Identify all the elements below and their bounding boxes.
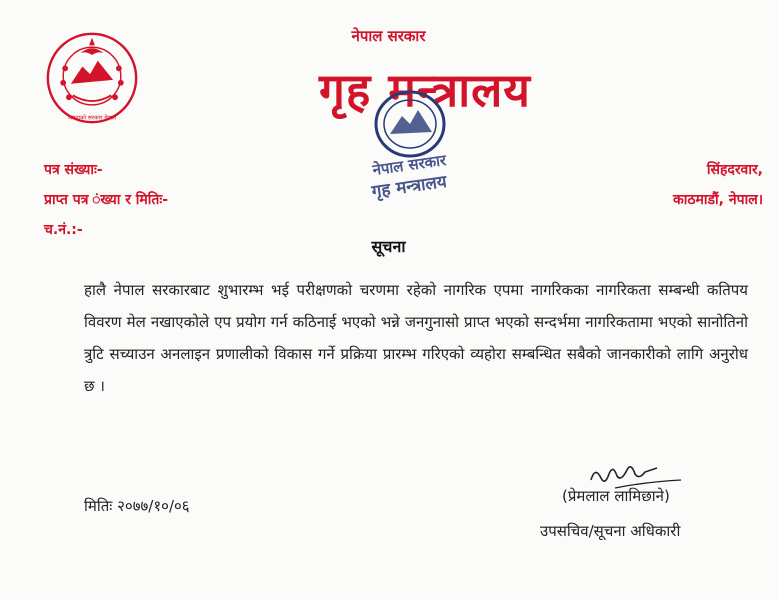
address-line-2: काठमाडौं, नेपाल। bbox=[673, 192, 763, 208]
government-name: नेपाल सरकार bbox=[351, 27, 426, 45]
address-line-1: सिंहदरवार, bbox=[706, 162, 763, 178]
notice-body: हालै नेपाल सरकारबाट शुभारम्भ भई परीक्षणको चरणमा रहेको नागरिक एपमा नागरिकका नागरिकता सम्बन्धी कतिपय विवरण मेल नखाएकोले एप प्रयोग गर्न कठिनाई भएको भन्ने जनगुनासो प्राप्त भएको सन्दर्भमा नागरिकतामा भएको सानोतिनो त्रुटि सच्याउन अनलाइन प्रणालीको विकास गर्ने प्रक्रिया प्रारम्भ गरिएको व्यहोरा सम्बन्धित सबैको जानकारीको लागि अनुरोध छ । bbox=[84, 281, 748, 395]
signer-name: (प्रेमलाल लामिछाने) bbox=[562, 487, 670, 505]
stamp-text-bottom: गृह मन्त्रालय bbox=[370, 171, 449, 203]
notice-date: मितिः २०७७/१०/०६ bbox=[84, 497, 190, 515]
emblem-motto: जनताको सरकार नेपाल bbox=[67, 115, 117, 122]
notice-title: सूचना bbox=[371, 237, 406, 256]
stamp-text-top: नेपाल सरकार bbox=[371, 150, 448, 180]
signer-designation: उपसचिव/सूचना अधिकारी bbox=[540, 522, 681, 540]
received-letter-label: प्राप्त पत्र ंख्या र मितिः- bbox=[44, 192, 169, 208]
letter-number-label: पत्र संख्याः- bbox=[44, 162, 103, 178]
ministry-title: गृह मन्त्रालय bbox=[319, 63, 531, 117]
office-stamp-icon bbox=[348, 80, 472, 204]
dispatch-number-label: च.नं.:- bbox=[44, 222, 83, 238]
